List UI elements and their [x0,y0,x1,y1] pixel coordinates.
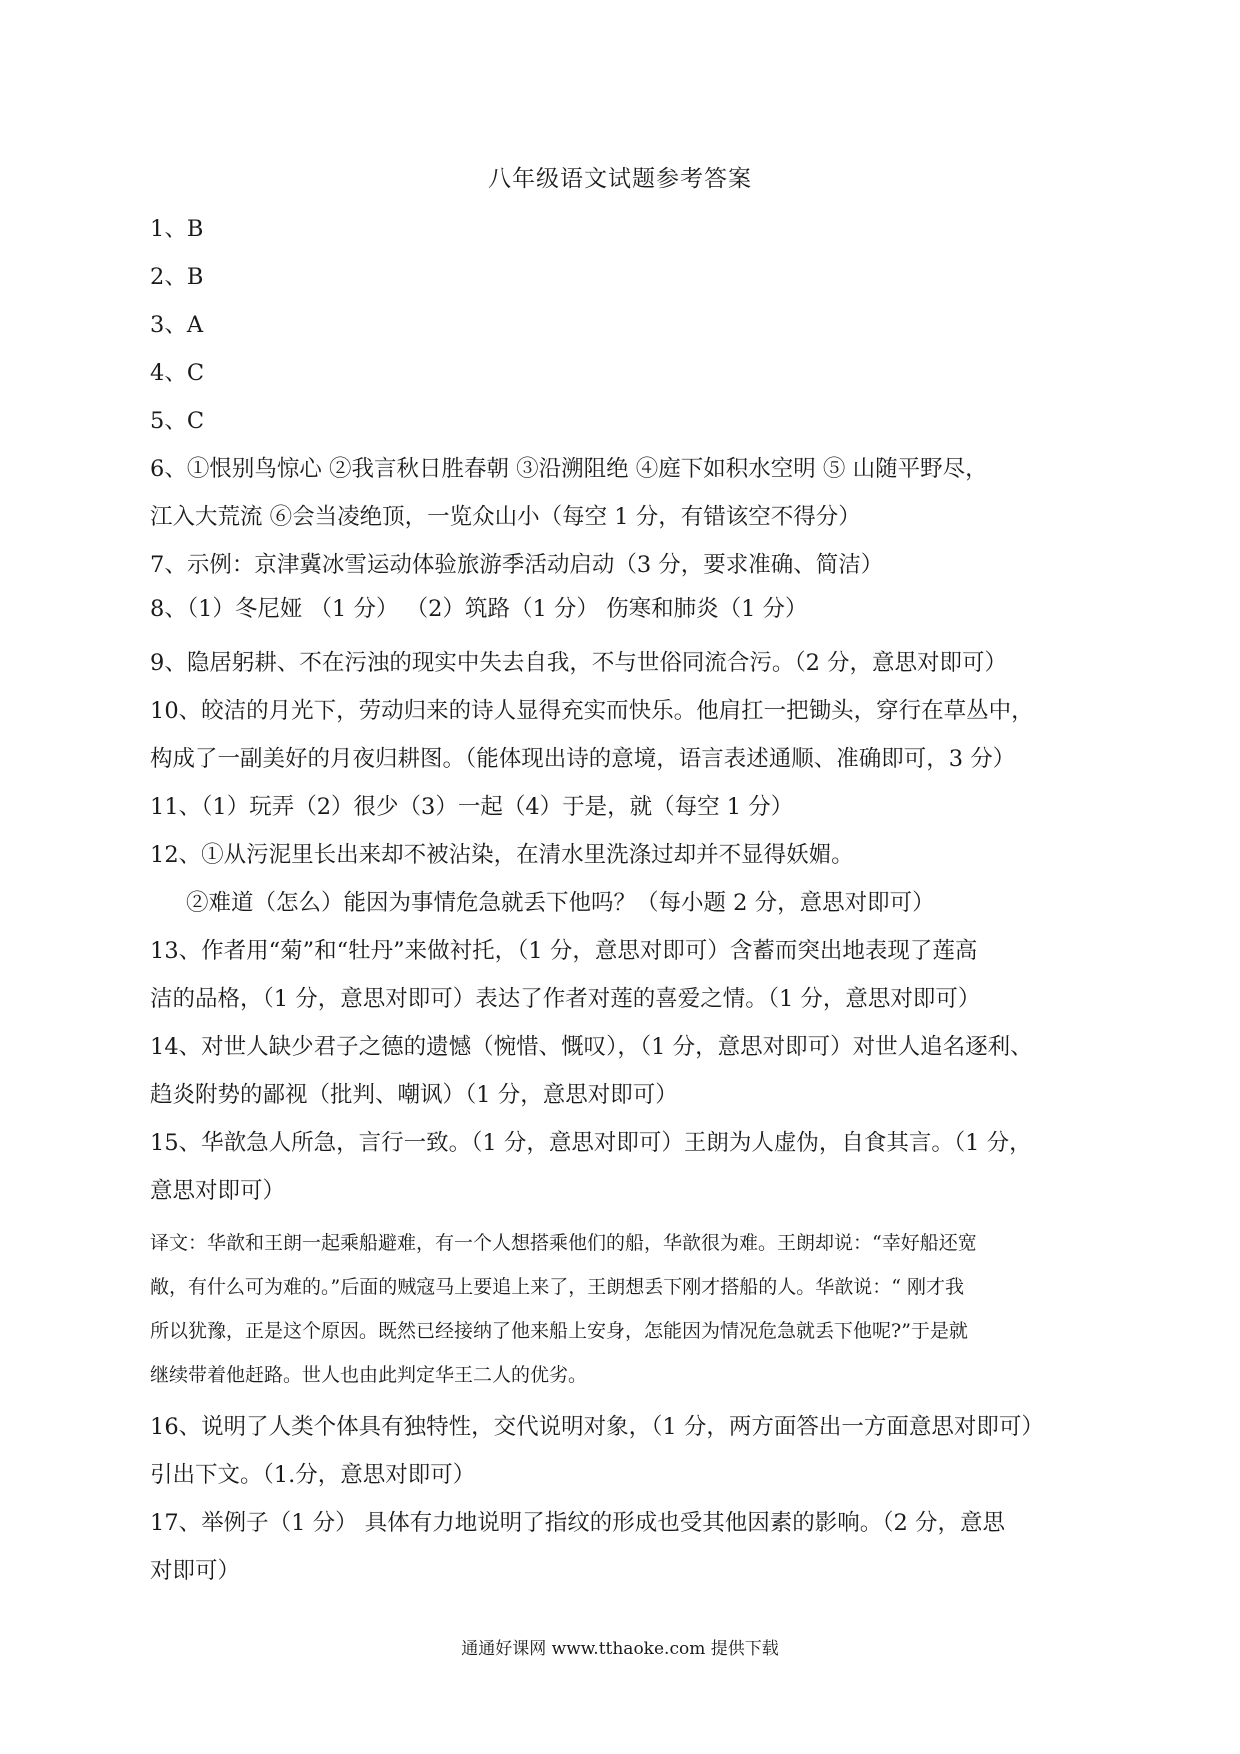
answer-line: ②难道（怎么）能因为事情危急就丢下他吗？（每小题 2 分，意思对即可） [186,890,935,916]
translation-line: 译文：华歆和王朗一起乘船避难，有一个人想搭乘他们的船，华歆很为难。王朗却说：“幸好船还宽 [150,1232,977,1254]
answer-line: 16、说明了人类个体具有独特性，交代说明对象，（1 分，两方面答出一方面意思对即可） [150,1414,1044,1440]
answer-line: 4、C [150,360,205,386]
answer-line: 17、举例子（1 分） 具体有力地说明了指纹的形成也受其他因素的影响。（2 分，意思 [150,1510,1005,1536]
answer-line: 9、隐居躬耕、不在污浊的现实中失去自我，不与世俗同流合污。（2 分，意思对即可） [150,650,1008,676]
page-footer: 通通好课网 www.tthaoke.com 提供下载 [461,1639,779,1659]
answer-line: 1、B [150,216,204,242]
answer-line: 3、A [150,312,204,338]
answer-line: 7、示例：京津冀冰雪运动体验旅游季活动启动（3 分，要求准确、简洁） [150,552,884,578]
answer-body [150,205,1090,1595]
answer-line: 12、①从污泥里长出来却不被沾染，在清水里洗涤过却并不显得妖媚。 [150,842,854,868]
answer-line: 趋炎附势的鄙视（批判、嘲讽）（1 分，意思对即可） [150,1082,678,1108]
answer-line: 8、（1）冬尼娅 （1 分） （2）筑路（1 分） 伤寒和肺炎（1 分） [150,596,808,622]
translation-line: 敞，有什么可为难的。”后面的贼寇马上要追上来了，王朗想丢下刚才搭船的人。华歆说：“ 刚才我 [150,1276,964,1298]
translation-line: 所以犹豫，正是这个原因。既然已经接纳了他来船上安身，怎能因为情况危急就丢下他呢?”于是就 [150,1320,968,1342]
answer-line: 构成了一副美好的月夜归耕图。（能体现出诗的意境，语言表述通顺、准确即可，3 分） [150,746,1016,772]
answer-line: 11、（1）玩弄（2）很少（3）一起（4）于是，就（每空 1 分） [150,794,794,820]
answer-line: 10、皎洁的月光下，劳动归来的诗人显得充实而快乐。他肩扛一把锄头，穿行在草丛中， [150,698,1034,724]
answer-line: 15、华歆急人所急，言行一致。（1 分，意思对即可）王朗为人虚伪，自食其言。（1 分， [150,1130,1032,1156]
answer-line: 江入大荒流 ⑥会当凌绝顶，一览众山小（每空 1 分，有错该空不得分） [150,504,861,530]
page-title: 八年级语文试题参考答案 [488,166,752,192]
answer-line: 14、对世人缺少君子之德的遗憾（惋惜、慨叹），（1 分，意思对即可）对世人追名逐利、 [150,1034,1033,1060]
answer-line: 对即可） [150,1558,241,1584]
answer-line: 2、B [150,264,204,290]
answer-line: 6、①恨别鸟惊心 ②我言秋日胜春朝 ③沿溯阻绝 ④庭下如积水空明 ⑤ 山随平野尽， [150,456,988,482]
answer-line: 13、作者用“菊”和“牡丹”来做衬托，（1 分，意思对即可）含蓄而突出地表现了莲高 [150,938,978,964]
answer-line: 5、C [150,408,205,434]
answer-line: 意思对即可） [150,1178,286,1204]
answer-line: 洁的品格，（1 分，意思对即可）表达了作者对莲的喜爱之情。（1 分，意思对即可） [150,986,981,1012]
answer-line: 引出下文。（1.分，意思对即可） [150,1462,476,1488]
translation-line: 继续带着他赶路。世人也由此判定华王二人的优劣。 [150,1364,588,1386]
